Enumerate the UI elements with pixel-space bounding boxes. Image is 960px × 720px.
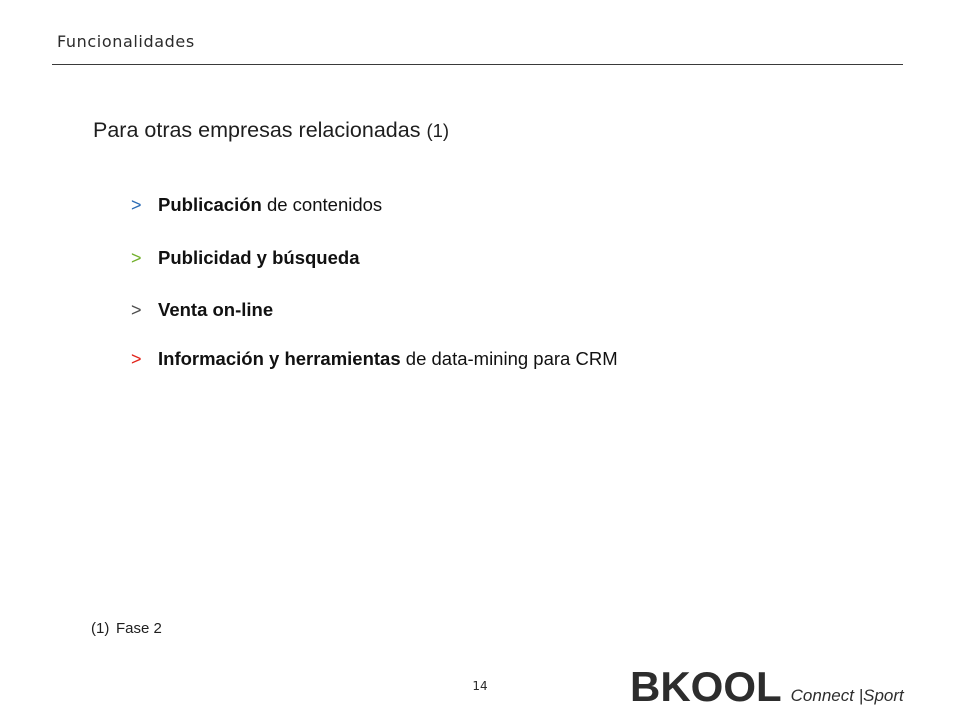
chevron-right-icon: >: [131, 195, 142, 215]
slide-title: Funcionalidades: [57, 32, 195, 51]
list-item-emphasis: Información y herramientas: [158, 348, 401, 369]
list-item: [131, 299, 273, 321]
list-item-text: de data-mining para CRM: [400, 348, 618, 369]
footnote-marker: (1): [91, 620, 110, 637]
list-item: [131, 348, 618, 370]
section-heading-footnote-ref: (1): [426, 120, 450, 141]
feature-list: [131, 0, 831, 400]
section-heading-text: Para otras empresas relacionadas: [93, 118, 421, 142]
list-item-emphasis: Publicidad y búsqueda: [158, 247, 360, 268]
page-number: 14: [472, 679, 488, 693]
logo-tagline: Connect |Sport: [790, 686, 904, 705]
list-item-emphasis: Publicación: [158, 194, 262, 215]
list-item: [131, 247, 359, 269]
footnote-text: Fase 2: [116, 620, 162, 637]
list-item-text: de contenidos: [261, 194, 383, 215]
chevron-right-icon: >: [131, 248, 142, 268]
chevron-right-icon: >: [131, 349, 142, 369]
logo-wordmark: BKOOL: [630, 663, 782, 710]
brand-logo: [630, 663, 904, 710]
chevron-right-icon: >: [131, 300, 142, 320]
list-item-emphasis: Venta on-line: [158, 299, 274, 320]
list-item: [131, 194, 382, 216]
footnote: [91, 620, 162, 638]
